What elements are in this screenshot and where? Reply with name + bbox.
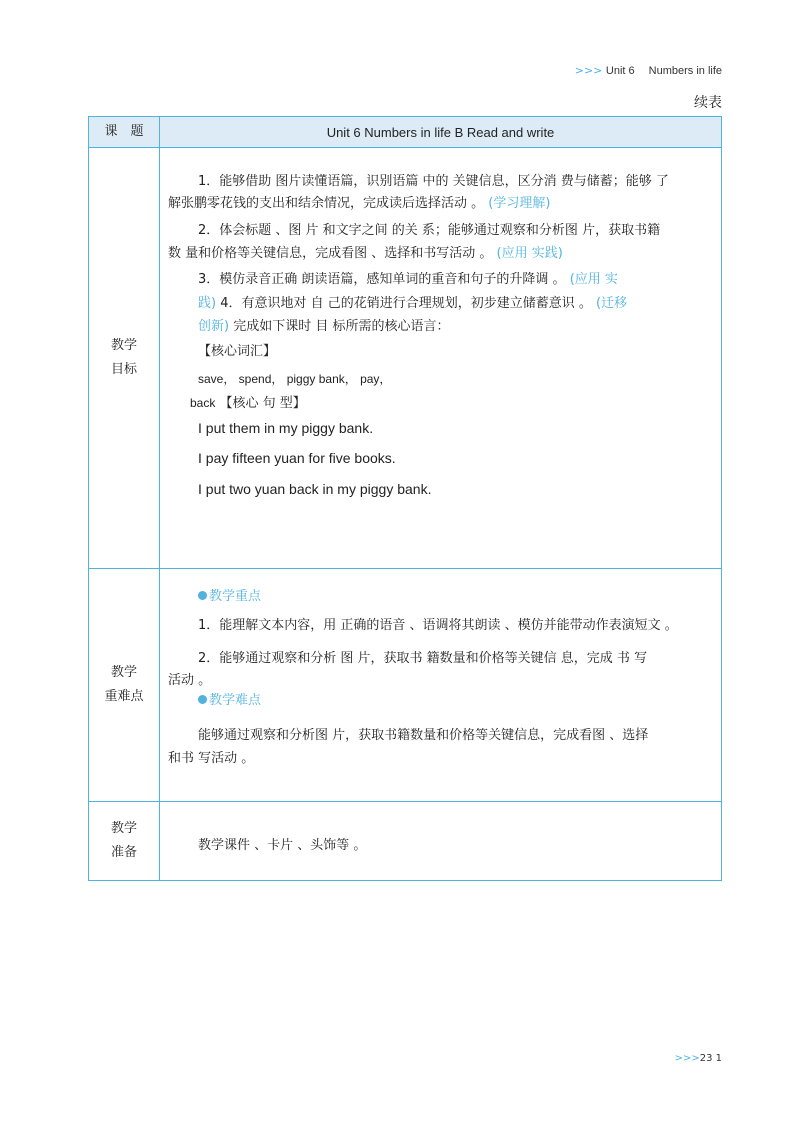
tag-transfer-b: 创新)	[198, 319, 230, 334]
difficulty-bullet-icon	[198, 695, 207, 704]
sentence-3: I put two yuan back in my piggy bank.	[198, 481, 432, 497]
lesson-plan-table	[88, 116, 722, 881]
difficulty-item-1-cont: 和书 写活动 。	[168, 751, 255, 766]
header-chevrons: >>>	[574, 64, 603, 77]
sentence-2: I pay fifteen yuan for five books.	[198, 450, 396, 466]
title-label: 课 题	[89, 117, 160, 148]
difficulty-heading: 教学难点	[209, 693, 262, 708]
objective-line-6-text: 4．有意识地对 自 己的花销进行合理规划，初步建立储蓄意识 。	[220, 296, 592, 311]
tag-practice: (应用 实践)	[496, 246, 563, 261]
key-points-content	[160, 569, 722, 802]
preparation-row	[89, 802, 722, 881]
running-header	[575, 64, 722, 77]
core-word-back: back	[190, 396, 216, 410]
core-words-line-1: save， spend， piggy bank， pay，	[198, 372, 392, 386]
tag-transfer-a: (迁移	[596, 296, 628, 311]
tag-understanding: (学习理解)	[488, 196, 551, 211]
focus-heading-line	[198, 585, 261, 604]
key-points-label-line1: 教学	[110, 665, 137, 680]
objective-line-5	[198, 268, 618, 287]
objective-line-7-text: 完成如下课时 目 标所需的核心语言：	[233, 319, 450, 334]
lesson-title: Unit 6 Numbers in life B Read and write	[160, 117, 722, 148]
preparation-content	[160, 802, 722, 881]
objectives-content	[160, 148, 722, 569]
core-words-heading: 【核心词汇】	[198, 344, 277, 359]
difficulty-item-1: 能够通过观察和分析图 片，获取书籍数量和价格等关键信息，完成看图 、选择	[198, 728, 649, 743]
focus-item-1: 1．能理解文本内容，用 正确的语音 、语调将其朗读 、模仿并能带动作表演短文 。	[198, 618, 678, 633]
core-sentences-heading: 【核心 句 型】	[219, 396, 306, 411]
objectives-label-line2: 目标	[110, 362, 137, 377]
objective-line-1: 1．能够借助 图片读懂语篇，识别语篇 中的 关键信息，区分消 费与储蓄；能够 了	[198, 174, 669, 189]
page-footer	[675, 1053, 722, 1064]
objective-line-2	[168, 192, 550, 211]
focus-item-2: 2．能够通过观察和分析 图 片，获取书 籍数量和价格等关键信 息，完成 书 写	[198, 651, 648, 666]
tag-practice-2b: 践)	[198, 296, 217, 311]
continued-label: 续表	[694, 95, 722, 111]
focus-heading: 教学重点	[209, 589, 262, 604]
preparation-label	[89, 802, 160, 881]
objective-line-3: 2．体会标题 、图 片 和文字之间 的关 系；能够通过观察和分析图 片，获取书籍	[198, 223, 661, 238]
objective-line-7	[198, 315, 449, 334]
objective-line-4	[168, 242, 563, 261]
footer-chevrons: >>>	[674, 1053, 700, 1064]
objective-line-5-text: 3．模仿录音正确 朗读语篇，感知单词的重音和句子的升降调 。	[198, 272, 566, 287]
core-words-line-2	[190, 392, 306, 411]
objectives-label	[89, 148, 160, 569]
sentence-1: I put them in my piggy bank.	[198, 420, 374, 436]
focus-item-2-cont: 活动 。	[168, 673, 212, 688]
header-unit: Unit 6	[605, 65, 635, 77]
key-points-label-line2: 重难点	[104, 689, 144, 704]
page-number: 23 1	[699, 1053, 722, 1064]
difficulty-heading-line	[198, 689, 261, 708]
preparation-label-line1: 教学	[110, 821, 137, 836]
title-row	[89, 117, 722, 148]
key-points-label	[89, 569, 160, 802]
header-topic: Numbers in life	[648, 65, 722, 77]
objective-line-2-text: 解张鹏零花钱的支出和结余情况，完成读后选择活动 。	[168, 196, 485, 211]
preparation-label-line2: 准备	[110, 845, 137, 860]
focus-bullet-icon	[198, 591, 207, 600]
key-points-row	[89, 569, 722, 802]
objective-line-6	[198, 292, 627, 311]
objectives-label-line1: 教学	[110, 338, 137, 353]
preparation-text: 教学课件 、卡片 、头饰等 。	[198, 838, 367, 853]
objectives-row	[89, 148, 722, 569]
tag-practice-2a: (应用 实	[569, 272, 618, 287]
objective-line-4-text: 数 量和价格等关键信息，完成看图 、选择和书写活动 。	[168, 246, 493, 261]
